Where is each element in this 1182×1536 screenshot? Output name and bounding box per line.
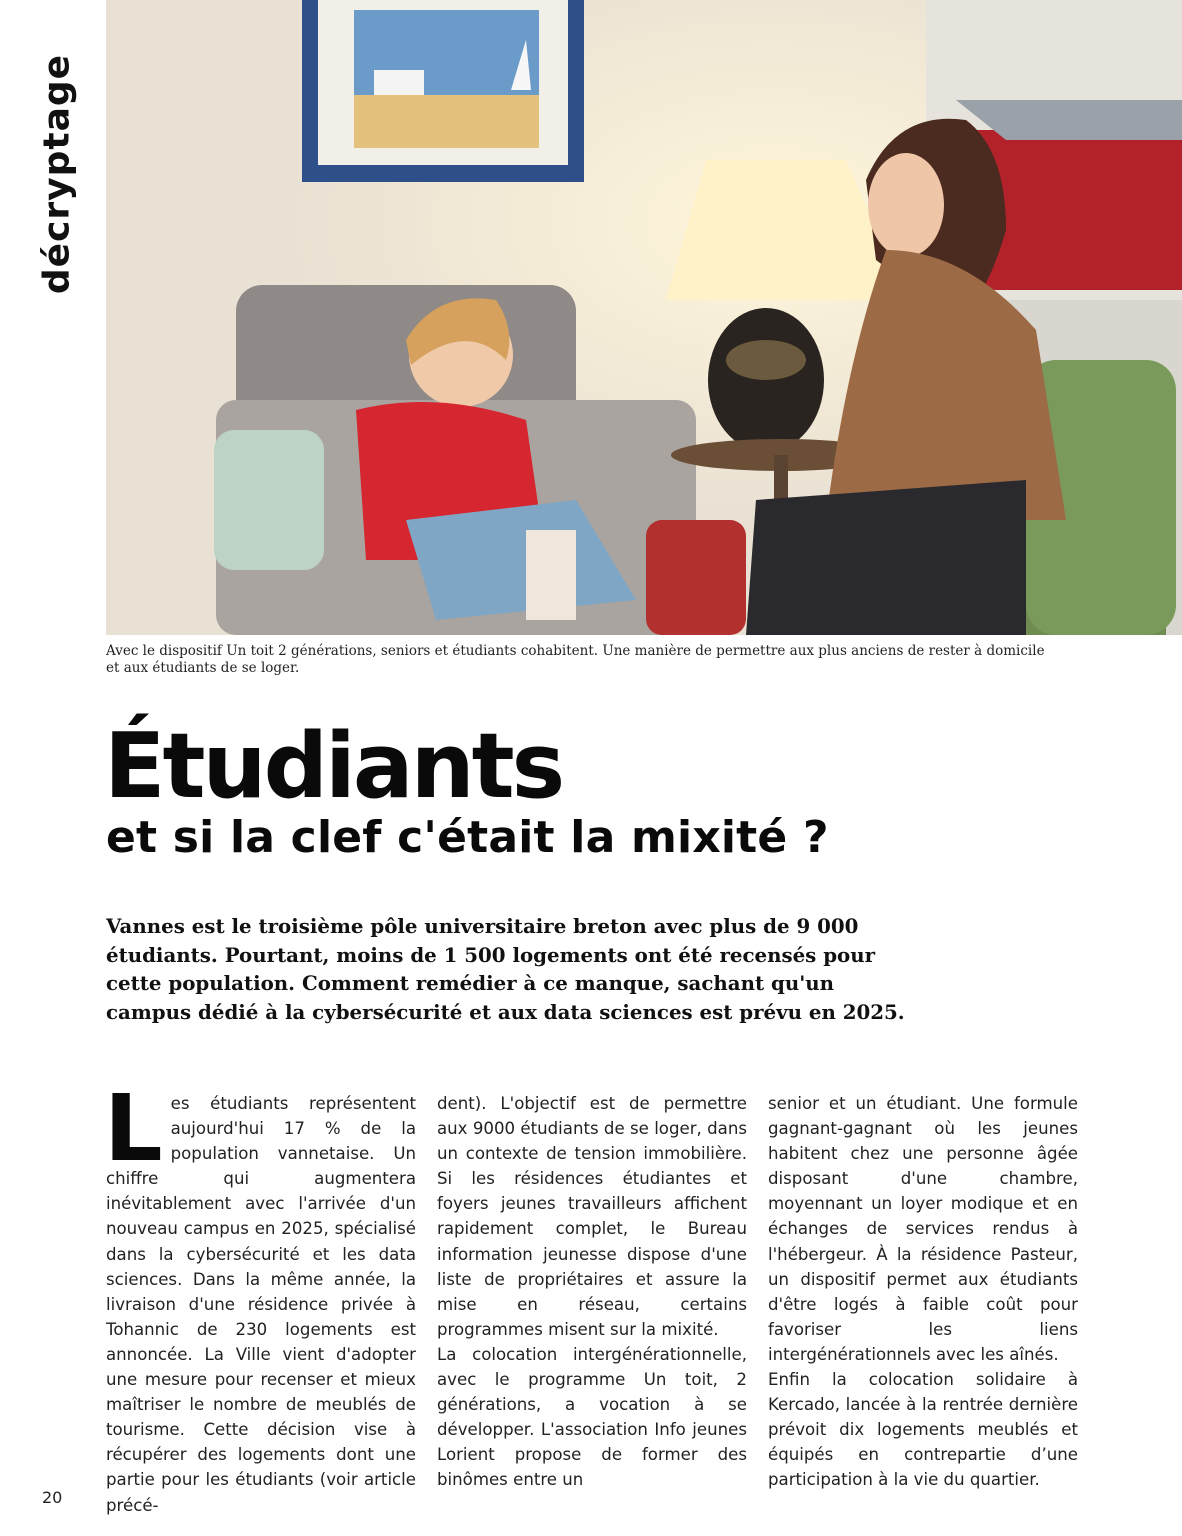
body-column-1 (104, 1075, 416, 1518)
section-tag (32, 53, 82, 295)
page-number: 20 (42, 1488, 63, 1507)
photo-icon (106, 0, 1182, 635)
body-paragraph: senior et un étudiant. Une formule gagnant-gagnant où les jeunes habitent chez une personne âgée disposant d'une chambre, moyennant un loyer modique et en échanges de services rendus à l'hébergeur. À la résidence Pasteur, un dispositif permet aux étudiants d'être logés à faible coût pour favoriser les liens intergénérationnels avec les aînés. (768, 1094, 1078, 1364)
article-title: Étudiants (104, 714, 563, 819)
article-photo (106, 0, 1182, 635)
body-column-2 (437, 1091, 747, 1493)
article-subtitle: et si la clef c'était la mixité ? (106, 812, 829, 863)
body-paragraph: es étudiants représentent aujourd'hui 17 % de la population vannetaise. Un chiffre qui augmentera inévitablement avec l'arrivée d'un nouveau campus en 2025, spécialisé dans la cybersécurité et les data sciences. Dans la même année, la livraison d'une résidence privée à Tohannic de 230 logements est annoncée. La Ville vient d'adopter une mesure pour recenser et mieux maîtriser le nombre de meublés de tourisme. Cette décision vise à récupérer des logements dont une partie pour les étudiants (voir article précé- (106, 1094, 416, 1515)
body-paragraph: La colocation intergénérationnelle, avec le programme Un toit, 2 générations, a vocation à se développer. L'association Info jeunes Lorient propose de former des binômes entre un (437, 1344, 747, 1490)
body-paragraph: dent). L'objectif est de permettre aux 9000 étudiants de se loger, dans un contexte de tension immobilière. Si les résidences étudiantes et foyers jeunes travailleurs affichent rapidement complet, le Bureau information jeunesse dispose d'une liste de propriétaires et assure la mise en réseau, certains programmes misent sur la mixité. (437, 1094, 747, 1339)
article-lead: Vannes est le troisième pôle universitaire breton avec plus de 9 000 étudiants. Pourtant, moins de 1 500 logements ont été recensés pour cette population. Comment remédier à ce manque, sachant qu'un campus dédié à la cybersécurité et aux data sciences est prévu en 2025. (106, 914, 905, 1024)
section-tag-label: décryptage (36, 53, 78, 295)
photo-caption: Avec le dispositif Un toit 2 générations, seniors et étudiants cohabitent. Une manière de permettre aux plus anciens de rester à domicile et aux étudiants de se loger. (106, 643, 1045, 676)
drop-cap: L (104, 1075, 163, 1182)
body-column-3 (768, 1091, 1078, 1493)
body-paragraph: Enfin la colocation solidaire à Kercado, lancée à la rentrée dernière prévoit dix logements meublés et équipés en contrepartie d’une participation à la vie du quartier. (768, 1370, 1078, 1490)
